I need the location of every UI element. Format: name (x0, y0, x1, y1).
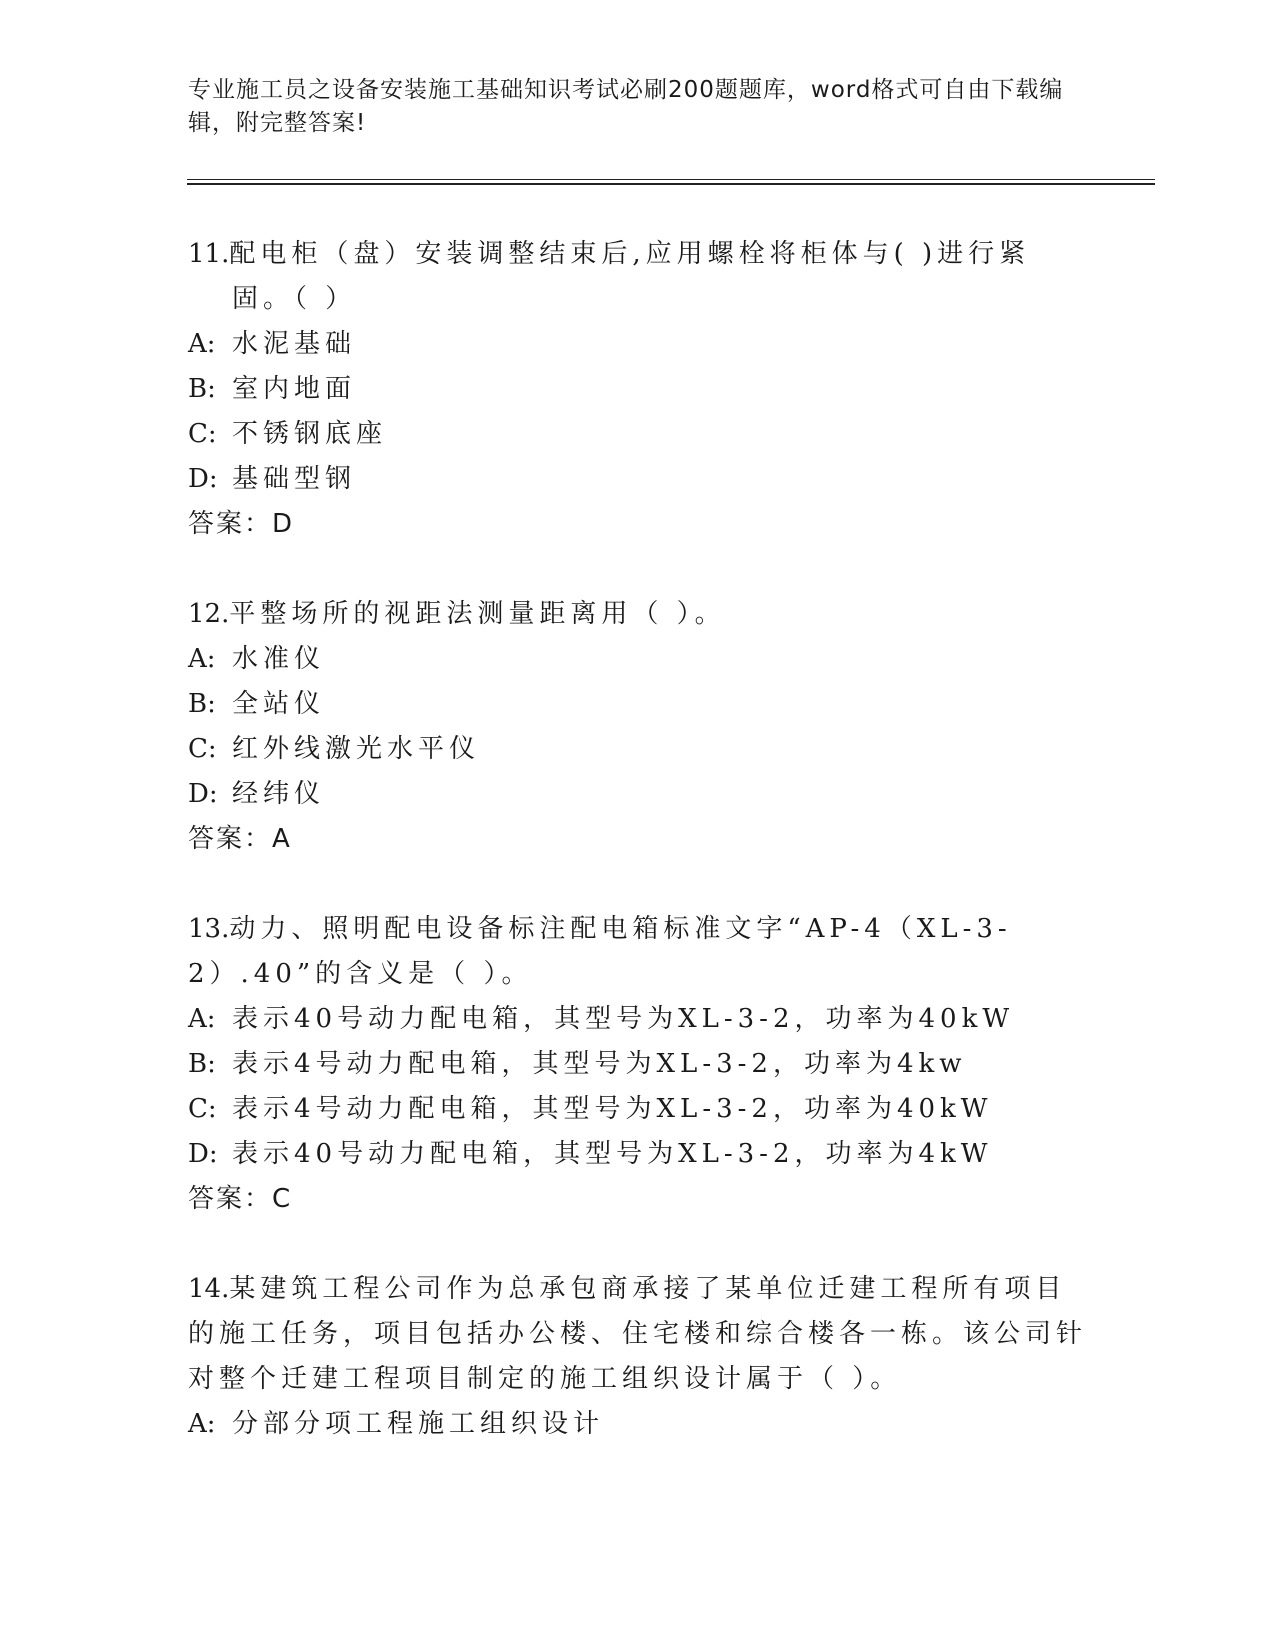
option-text: 水准仪 (232, 644, 326, 674)
question-stem (188, 232, 1088, 322)
question-14 (188, 1267, 1088, 1447)
option-letter: C: (188, 1094, 217, 1124)
option-text: 分部分项工程施工组织设计 (232, 1409, 605, 1439)
option-a (188, 1402, 1088, 1447)
option-letter: B: (188, 1049, 216, 1079)
answer-line: 答案：C (188, 1184, 293, 1214)
option-letter: B: (188, 689, 216, 719)
option-text: 室内地面 (232, 374, 357, 404)
question-text: 动力、照明配电设备标注配电箱标准文字“AP-4（XL-3-2）.40”的含义是（ ）。 (188, 914, 1012, 989)
option-c (188, 727, 1088, 772)
option-b (188, 367, 1088, 412)
option-text: 表示40号动力配电箱，其型号为XL-3-2，功率为4kW (232, 1139, 993, 1169)
question-11 (188, 232, 1088, 547)
option-a (188, 637, 1088, 682)
option-text: 表示4号动力配电箱，其型号为XL-3-2，功率为4kw (232, 1049, 967, 1079)
option-letter: A: (188, 329, 216, 359)
option-d (188, 457, 1088, 502)
option-c (188, 412, 1088, 457)
option-letter: D: (188, 1139, 218, 1169)
question-number: 12. (188, 599, 230, 629)
question-13 (188, 907, 1088, 1222)
question-number: 13. (188, 914, 230, 944)
option-d (188, 1132, 1088, 1177)
question-list (188, 232, 1088, 1492)
question-text: 配电柜（盘）安装调整结束后,应用螺栓将柜体与( )进行紧固。（ ） (229, 239, 1031, 314)
option-b (188, 682, 1088, 727)
option-d (188, 772, 1088, 817)
option-text: 表示4号动力配电箱，其型号为XL-3-2，功率为40kW (232, 1094, 993, 1124)
answer-line: 答案：A (188, 824, 292, 854)
option-a (188, 322, 1088, 367)
option-c (188, 1087, 1088, 1132)
option-letter: A: (188, 644, 216, 674)
question-stem (188, 592, 1088, 637)
option-letter: D: (188, 464, 218, 494)
option-text: 全站仪 (232, 689, 326, 719)
option-text: 红外线激光水平仪 (232, 734, 481, 764)
option-text: 经纬仪 (232, 779, 326, 809)
question-stem (188, 1267, 1088, 1402)
document-header: 专业施工员之设备安装施工基础知识考试必刷200题题库，word格式可自由下载编辑，附完整答案! (188, 77, 1064, 136)
option-letter: D: (188, 779, 218, 809)
option-letter: A: (188, 1004, 216, 1034)
question-stem (188, 907, 1088, 997)
option-text: 基础型钢 (232, 464, 357, 494)
question-12 (188, 592, 1088, 862)
option-letter: A: (188, 1409, 216, 1439)
option-letter: C: (188, 419, 217, 449)
option-letter: C: (188, 734, 217, 764)
question-number: 14. (188, 1274, 230, 1304)
question-number: 11. (188, 239, 230, 269)
option-b (188, 1042, 1088, 1087)
header-divider-thin (187, 179, 1155, 180)
option-letter: B: (188, 374, 216, 404)
option-text: 不锈钢底座 (232, 419, 388, 449)
answer-line: 答案：D (188, 509, 295, 539)
question-text: 某建筑工程公司作为总承包商承接了某单位迁建工程所有项目的施工任务，项目包括办公楼、住宅楼和综合楼各一栋。该公司针对整个迁建工程项目制定的施工组织设计属于（ ）。 (188, 1274, 1088, 1394)
header-divider-thick (187, 183, 1155, 185)
option-a (188, 997, 1088, 1042)
question-text: 平整场所的视距法测量距离用（ ）。 (229, 599, 726, 629)
option-text: 水泥基础 (232, 329, 357, 359)
option-text: 表示40号动力配电箱，其型号为XL-3-2，功率为40kW (232, 1004, 1015, 1034)
